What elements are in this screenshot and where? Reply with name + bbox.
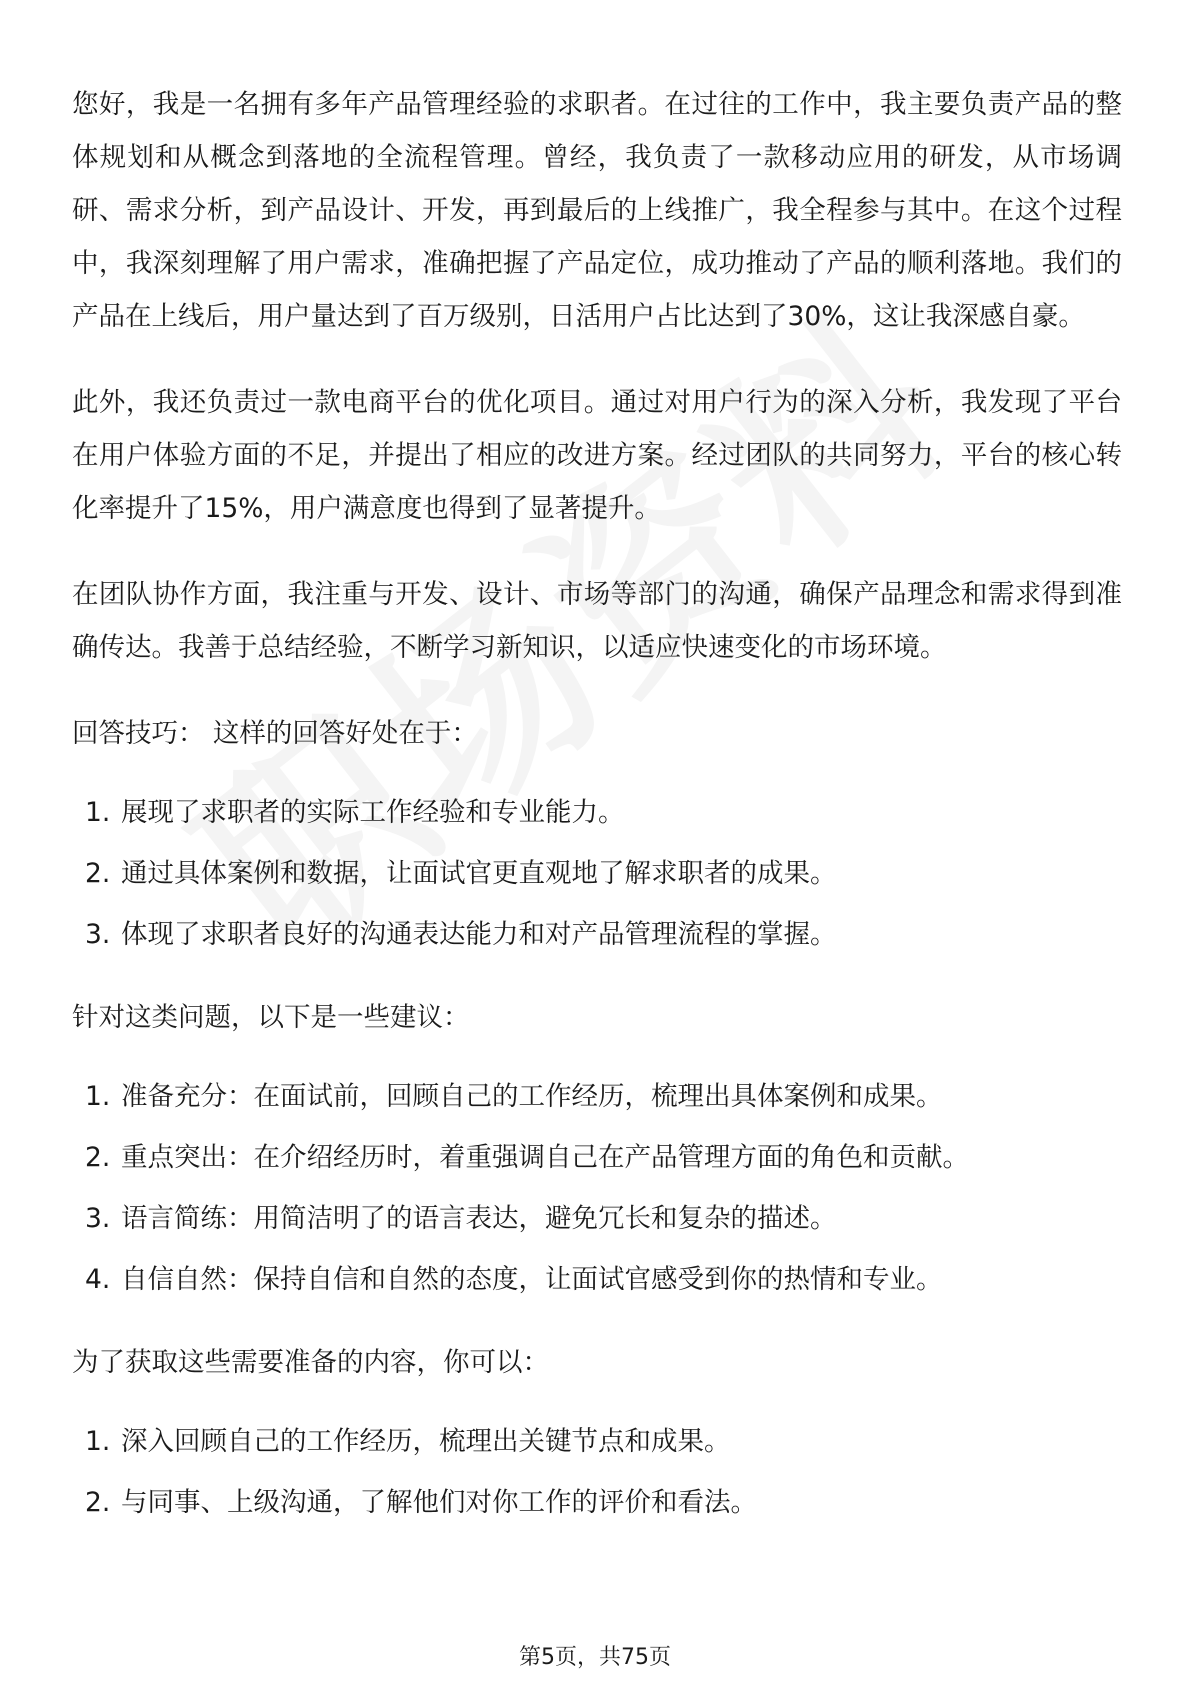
list-item	[72, 786, 1122, 839]
list-text: 语言简练：用简洁明了的语言表达，避免冗长和复杂的描述。	[121, 1203, 837, 1234]
list-item	[72, 847, 1122, 900]
list-text: 深入回顾自己的工作经历，梳理出关键节点和成果。	[121, 1426, 731, 1457]
tips-list	[72, 786, 1122, 961]
list-text: 自信自然：保持自信和自然的态度，让面试官感受到你的热情和专业。	[121, 1264, 943, 1295]
list-item	[72, 1415, 1122, 1468]
list-text: 展现了求职者的实际工作经验和专业能力。	[121, 797, 625, 828]
page-number-footer: 第5页，共75页	[519, 1645, 671, 1670]
prepare-list	[72, 1415, 1122, 1529]
list-number: 2.	[85, 1142, 111, 1173]
prepare-intro: 为了获取这些需要准备的内容，你可以：	[72, 1347, 549, 1378]
list-number: 1.	[85, 1426, 111, 1457]
suggest-list	[72, 1070, 1122, 1306]
list-number: 3.	[85, 1203, 111, 1234]
list-text: 重点突出：在介绍经历时，着重强调自己在产品管理方面的角色和贡献。	[121, 1142, 969, 1173]
list-number: 1.	[85, 1081, 111, 1112]
list-item	[72, 1192, 1122, 1245]
list-text: 与同事、上级沟通，了解他们对你工作的评价和看法。	[121, 1487, 757, 1518]
list-number: 2.	[85, 1487, 111, 1518]
document-page	[72, 78, 1122, 1559]
list-text: 准备充分：在面试前，回顾自己的工作经历，梳理出具体案例和成果。	[121, 1081, 943, 1112]
list-number: 1.	[85, 797, 111, 828]
suggest-intro: 针对这类问题，以下是一些建议：	[72, 1002, 470, 1033]
tips-intro: 回答技巧： 这样的回答好处在于：	[72, 718, 478, 749]
list-number: 3.	[85, 919, 111, 950]
list-number: 4.	[85, 1264, 111, 1295]
list-item	[72, 1253, 1122, 1306]
list-text: 体现了求职者良好的沟通表达能力和对产品管理流程的掌握。	[121, 919, 837, 950]
paragraph-experience: 您好，我是一名拥有多年产品管理经验的求职者。在过往的工作中，我主要负责产品的整体规划和从概念到落地的全流程管理。曾经，我负责了一款移动应用的研发，从市场调研、需求分析，到产品设计、开发，再到最后的上线推广，我全程参与其中。在这个过程中，我深刻理解了用户需求，准确把握了产品定位，成功推动了产品的顺利落地。我们的产品在上线后，用户量达到了百万级别，日活用户占比达到了30%，这让我深感自豪。	[72, 89, 1122, 332]
paragraph-teamwork: 在团队协作方面，我注重与开发、设计、市场等部门的沟通，确保产品理念和需求得到准确传达。我善于总结经验，不断学习新知识，以适应快速变化的市场环境。	[72, 579, 1122, 663]
list-item	[72, 908, 1122, 961]
list-text: 通过具体案例和数据，让面试官更直观地了解求职者的成果。	[121, 858, 837, 889]
list-item	[72, 1070, 1122, 1123]
list-number: 2.	[85, 858, 111, 889]
list-item	[72, 1131, 1122, 1184]
list-item	[72, 1476, 1122, 1529]
paragraph-ecommerce: 此外，我还负责过一款电商平台的优化项目。通过对用户行为的深入分析，我发现了平台在用户体验方面的不足，并提出了相应的改进方案。经过团队的共同努力，平台的核心转化率提升了15%，用户满意度也得到了显著提升。	[72, 387, 1122, 524]
